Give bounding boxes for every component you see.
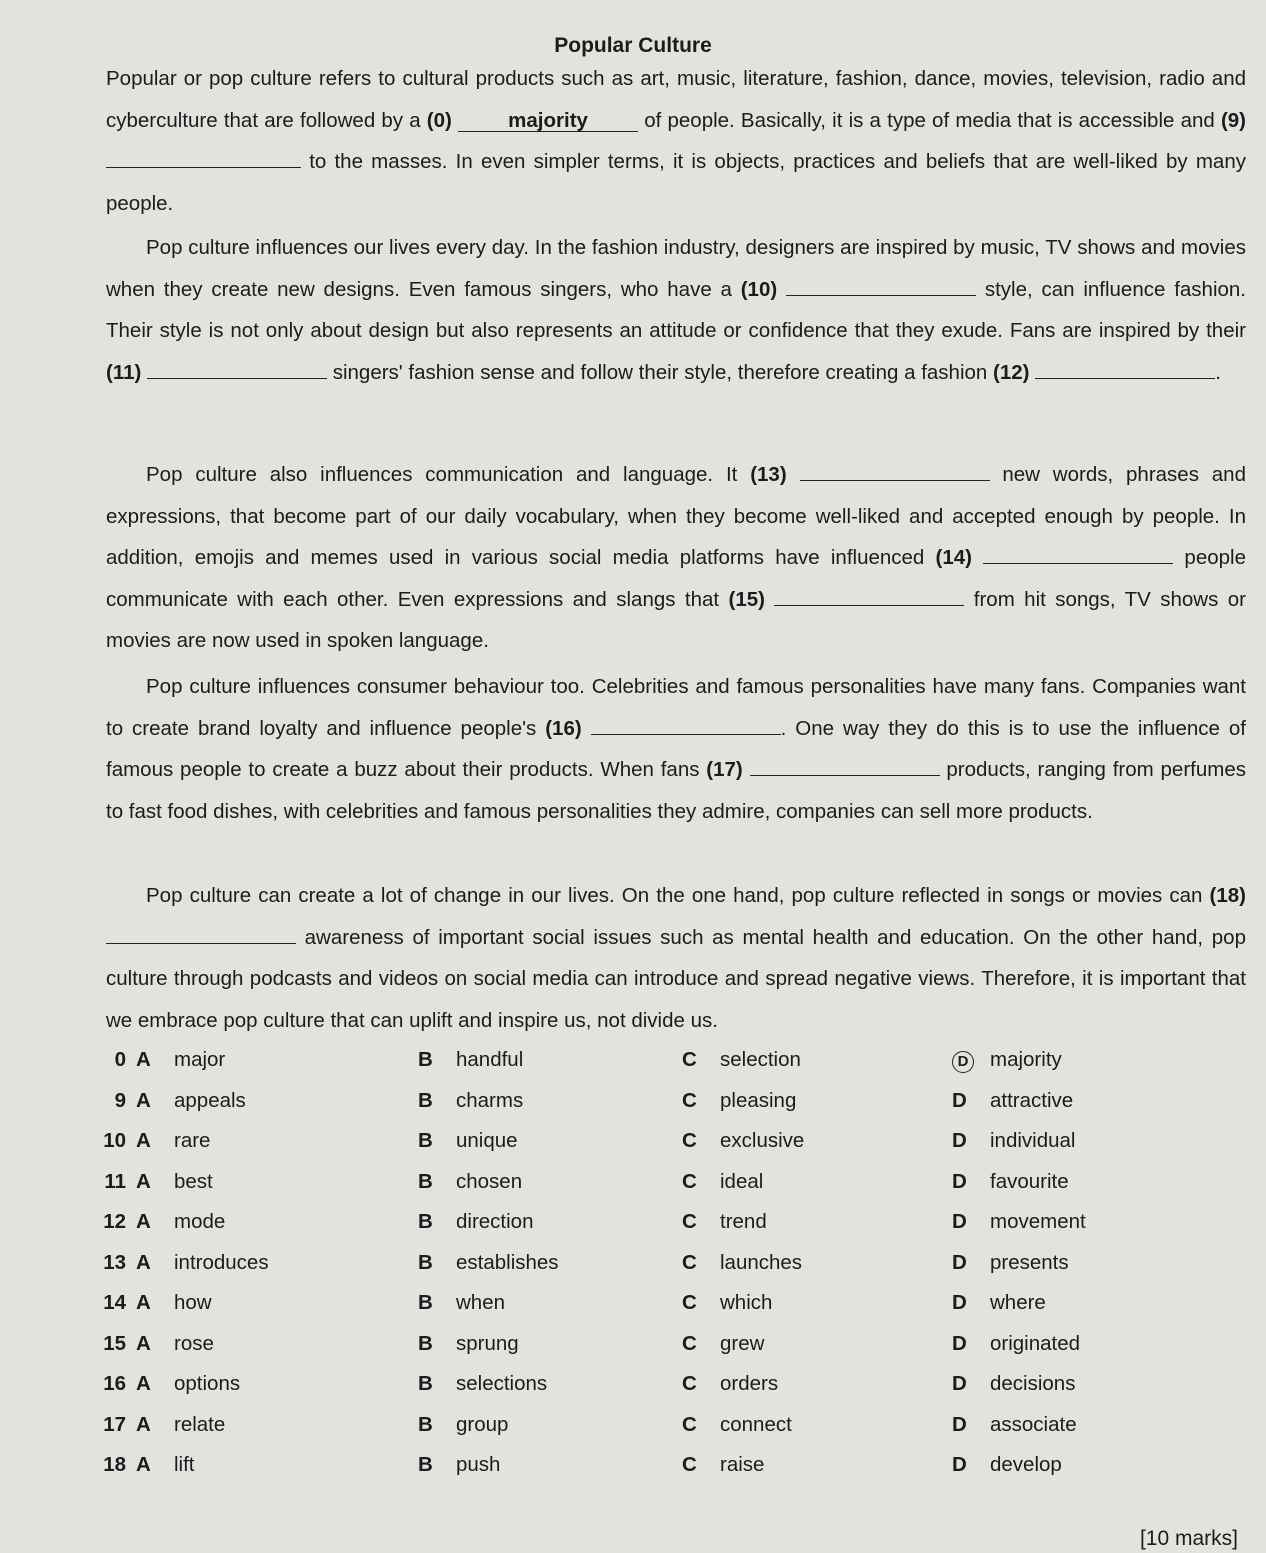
option-d[interactable]: D where	[952, 1291, 1046, 1314]
gap-15-blank[interactable]	[774, 585, 964, 606]
question-row-13	[96, 1251, 1246, 1292]
option-c[interactable]: C exclusive	[682, 1129, 805, 1152]
page-title: Popular Culture	[554, 34, 712, 57]
gap-10-blank[interactable]	[786, 275, 976, 296]
option-c[interactable]: C raise	[682, 1453, 765, 1476]
option-a[interactable]: 0 A major	[114, 1048, 226, 1071]
gap-16-blank[interactable]	[591, 714, 781, 735]
question-row-9	[96, 1089, 1246, 1130]
option-b[interactable]: B charms	[418, 1088, 524, 1112]
option-b[interactable]: B handful	[418, 1048, 524, 1071]
option-c[interactable]: C launches	[682, 1250, 803, 1274]
option-d[interactable]: D attractive	[952, 1088, 1074, 1112]
question-row-16	[96, 1372, 1246, 1413]
option-d[interactable]: D develop	[952, 1453, 1062, 1476]
marks-total: [10 marks]	[1139, 1527, 1238, 1550]
gap-number-13: (13)	[750, 463, 787, 486]
option-c[interactable]: C trend	[682, 1210, 767, 1233]
gap-number-10: (10)	[740, 277, 778, 301]
gap-number-16: (16)	[545, 716, 582, 740]
option-b[interactable]: B sprung	[418, 1331, 519, 1355]
gap-number-9: (9)	[1220, 108, 1247, 132]
option-d[interactable]: D individual	[952, 1129, 1076, 1152]
gap-17-blank[interactable]	[750, 755, 940, 776]
option-b[interactable]: B group	[418, 1412, 509, 1436]
option-d-selected[interactable]: D majority	[952, 1048, 1062, 1073]
gap-number-11: (11)	[106, 360, 142, 384]
option-c[interactable]: C pleasing	[682, 1088, 797, 1112]
question-row-17	[96, 1413, 1246, 1454]
option-a[interactable]: 17 A relate	[103, 1412, 226, 1436]
option-b[interactable]: B push	[418, 1453, 501, 1476]
answer-options	[96, 1048, 1246, 1494]
option-a[interactable]: 18 A lift	[103, 1453, 195, 1476]
option-b[interactable]: B selections	[418, 1372, 548, 1395]
gap-number-15: (15)	[728, 587, 765, 611]
option-c[interactable]: C grew	[682, 1331, 765, 1355]
question-row-14	[96, 1291, 1246, 1332]
option-a[interactable]: 12 A mode	[103, 1210, 226, 1233]
question-row-10	[96, 1129, 1246, 1170]
circled-answer-icon: D	[952, 1051, 974, 1073]
option-a[interactable]: 15 A rose	[103, 1331, 214, 1355]
option-c[interactable]: C orders	[682, 1372, 779, 1395]
option-d[interactable]: D decisions	[952, 1372, 1076, 1395]
option-b[interactable]: B unique	[418, 1129, 518, 1152]
question-row-18	[96, 1453, 1246, 1494]
gap-number-12: (12)	[993, 360, 1030, 384]
option-a[interactable]: 11 A best	[104, 1169, 213, 1193]
question-row-12	[96, 1210, 1246, 1251]
paragraph-1: Popular or pop culture refers to cultural products such as art, music, literature, fashion, dance, movies, television, radio and cyberculture that are followed by a (0) majority of people. Basically, it is a type of media that is accessible and (9) to the masses. In even simpler terms, it is objects, practices and beliefs that are well-liked by many people.	[106, 67, 1247, 215]
gap-number-0: (0)	[426, 108, 452, 132]
paragraph-5: Pop culture can create a lot of change in our lives. On the one hand, pop culture reflected in songs or movies can (18) awareness of important social issues such as mental health and education. On the other hand, pop culture through podcasts and videos on social media can introduce and spread negative views. Therefore, it is important that we embrace pop culture that can uplift and inspire us, not divide us.	[106, 884, 1246, 1032]
option-a[interactable]: 14 A how	[103, 1291, 212, 1314]
option-d[interactable]: D originated	[952, 1331, 1081, 1355]
option-b[interactable]: B establishes	[418, 1250, 559, 1274]
option-a[interactable]: 13 A introduces	[103, 1250, 269, 1274]
gap-number-14: (14)	[935, 546, 973, 569]
option-c[interactable]: C selection	[682, 1048, 801, 1071]
paragraph-3: Pop culture also influences communication and language. It (13) new words, phrases and expressions, that become part of our daily vocabulary, when they become well-liked and accepted enough by people. In addition, emojis and memes used in various social media platforms have influenced (14) people communicate with each other. Even expressions and slangs that (15) from hit songs, TV shows or movies are now used in spoken language.	[106, 454, 1246, 662]
option-a[interactable]: 16 A options	[103, 1372, 241, 1395]
gap-14-blank[interactable]	[983, 543, 1173, 564]
gap-11-blank[interactable]	[147, 358, 327, 379]
question-row-11	[96, 1170, 1246, 1211]
gap-12-blank[interactable]	[1035, 358, 1215, 379]
gap-13-blank[interactable]	[800, 460, 990, 481]
option-d[interactable]: D favourite	[952, 1169, 1069, 1193]
option-b[interactable]: B chosen	[418, 1169, 523, 1193]
option-a[interactable]: 10 A rare	[103, 1129, 211, 1152]
option-a[interactable]: 9 A appeals	[114, 1088, 246, 1112]
option-c[interactable]: C connect	[682, 1412, 792, 1436]
gap-number-18: (18)	[1209, 884, 1246, 907]
question-row-15	[96, 1332, 1246, 1373]
gap-0-answer: majority	[458, 111, 638, 132]
option-d[interactable]: D associate	[952, 1412, 1077, 1436]
paragraph-4: Pop culture influences consumer behaviour too. Celebrities and famous personalities have many fans. Companies want to create brand loyalty and influence people's (16) . One way they do this is to use the influence of famous people to create a buzz about their products. When fans (17) products, ranging from perfumes to fast food dishes, with celebrities and famous personalities they admire, companies can sell more products.	[106, 675, 1246, 823]
gap-9-blank[interactable]	[106, 147, 301, 168]
option-d[interactable]: D movement	[952, 1210, 1086, 1233]
paragraph-2: Pop culture influences our lives every day. In the fashion industry, designers are inspired by music, TV shows and movies when they create new designs. Even famous singers, who have a (10) style, can influence fashion. Their style is not only about design but also represents an attitude or confidence that they exude. Fans are inspired by their (11) singers' fashion sense and follow their style, therefore creating a fashion (12) .	[106, 236, 1246, 384]
option-b[interactable]: B when	[418, 1291, 506, 1314]
option-d[interactable]: D presents	[952, 1250, 1069, 1274]
option-b[interactable]: B direction	[418, 1210, 534, 1233]
gap-number-17: (17)	[706, 758, 743, 781]
question-row-0	[96, 1048, 1246, 1089]
option-c[interactable]: C which	[682, 1291, 773, 1314]
option-c[interactable]: C ideal	[682, 1169, 764, 1193]
gap-18-blank[interactable]	[106, 923, 296, 944]
